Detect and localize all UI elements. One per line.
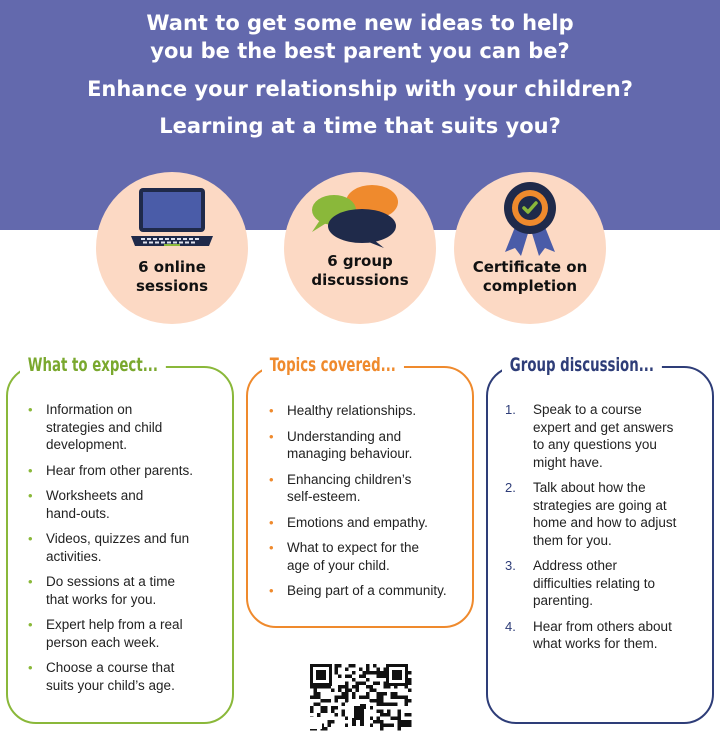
list-item (28, 401, 228, 454)
feature-label-line-1: Certificate on (472, 258, 588, 276)
list-item-line: home and how to adjust (533, 515, 677, 530)
group-discussion-title: Group discussion... (502, 353, 662, 377)
feature-online-sessions (96, 172, 248, 324)
list-item (269, 471, 469, 506)
list-item-line: strategies and child (46, 419, 163, 435)
bullet-icon: • (28, 660, 33, 675)
list-number: 1. (505, 402, 516, 417)
bullet-icon: • (269, 540, 274, 555)
list-item-line: hand-outs. (46, 505, 110, 521)
topics-covered-list (269, 402, 469, 608)
list-item-line: Emotions and empathy. (287, 514, 428, 530)
list-number: 4. (505, 618, 516, 634)
list-item-line: activities. (46, 548, 102, 564)
list-item-line: Do sessions at a time (46, 574, 176, 589)
bullet-icon: • (28, 462, 33, 478)
list-item (28, 462, 228, 480)
list-item (28, 487, 228, 522)
what-to-expect-title: What to expect... (20, 353, 166, 377)
what-to-expect-list (28, 401, 228, 702)
feature-label-line-2: completion (482, 277, 578, 295)
list-item-line: Information on (46, 402, 133, 417)
list-number: 3. (505, 558, 516, 573)
list-item-line: Expert help from a real (46, 617, 183, 632)
bullet-icon: • (28, 488, 33, 503)
list-item-line: suits your child’s age. (46, 677, 175, 693)
list-item-line: expert and get answers (533, 419, 674, 435)
list-item-line: Hear from others about (533, 618, 672, 634)
bullet-icon: • (269, 428, 274, 444)
list-item-line: Enhancing children’s (287, 471, 412, 487)
list-item-line: that works for you. (46, 591, 157, 607)
headline-line-2: you be the best parent you can be? (150, 39, 570, 63)
headline-line-3: Enhance your relationship with your children? (87, 77, 633, 101)
list-item-line: parenting. (533, 593, 594, 608)
feature-label-line-2: discussions (311, 271, 409, 289)
list-item-line: managing behaviour. (287, 446, 413, 461)
list-item (28, 616, 228, 651)
qr-code-icon[interactable] (308, 662, 412, 731)
list-item-line: Speak to a course (533, 402, 642, 417)
feature-label-line-1: 6 group (327, 252, 393, 270)
bullet-icon: • (28, 531, 33, 546)
award-ribbon-icon (495, 178, 565, 258)
list-item-line: them for you. (533, 532, 612, 548)
list-item-line: strategies are going at (533, 497, 667, 513)
list-item (269, 428, 469, 463)
list-item (505, 401, 710, 471)
bullet-icon: • (269, 471, 274, 487)
feature-label-line-1: 6 online (138, 258, 206, 276)
list-item-line: Address other (533, 558, 618, 573)
list-item-line: to any questions you (533, 437, 657, 452)
bullet-icon: • (269, 514, 274, 530)
list-item (269, 582, 469, 600)
group-discussion-list (505, 401, 710, 661)
feature-certificate (454, 172, 606, 324)
list-item-line: Hear from other parents. (46, 462, 194, 478)
headline-line-4: Learning at a time that suits you? (159, 114, 561, 138)
list-item-line: difficulties relating to (533, 575, 656, 591)
headline-line-1: Want to get some new ideas to help (146, 11, 574, 35)
list-item (505, 479, 710, 549)
list-number: 2. (505, 480, 516, 495)
list-item (505, 618, 710, 653)
list-item-line: self-esteem. (287, 489, 361, 504)
bullet-icon: • (28, 402, 33, 417)
list-item-line: person each week. (46, 634, 160, 650)
list-item (28, 573, 228, 608)
list-item-line: What to expect for the (287, 540, 420, 555)
topics-covered-title: Topics covered... (262, 353, 404, 377)
list-item-line: Worksheets and (46, 488, 144, 503)
list-item-line: Understanding and (287, 428, 402, 444)
list-item-line: age of your child. (287, 557, 390, 573)
bullet-icon: • (28, 617, 33, 632)
bullet-icon: • (269, 583, 274, 598)
bullet-icon: • (269, 403, 274, 418)
list-item (28, 530, 228, 565)
list-item (269, 514, 469, 532)
list-item (28, 659, 228, 694)
laptop-icon (127, 184, 217, 254)
list-item-line: Healthy relationships. (287, 403, 417, 418)
list-item-line: Choose a course that (46, 660, 175, 675)
list-item-line: what works for them. (533, 636, 658, 651)
list-item (269, 539, 469, 574)
list-item-line: might have. (533, 454, 603, 470)
list-item (505, 557, 710, 610)
list-item-line: development. (46, 437, 128, 452)
list-item-line: Talk about how the (533, 480, 646, 495)
list-item (269, 402, 469, 420)
list-item-line: Being part of a community. (287, 583, 447, 598)
feature-label-line-2: sessions (135, 277, 208, 295)
speech-bubbles-icon (304, 178, 404, 250)
list-item-line: Videos, quizzes and fun (46, 531, 190, 546)
bullet-icon: • (28, 574, 33, 589)
feature-group-discussions (284, 172, 436, 324)
